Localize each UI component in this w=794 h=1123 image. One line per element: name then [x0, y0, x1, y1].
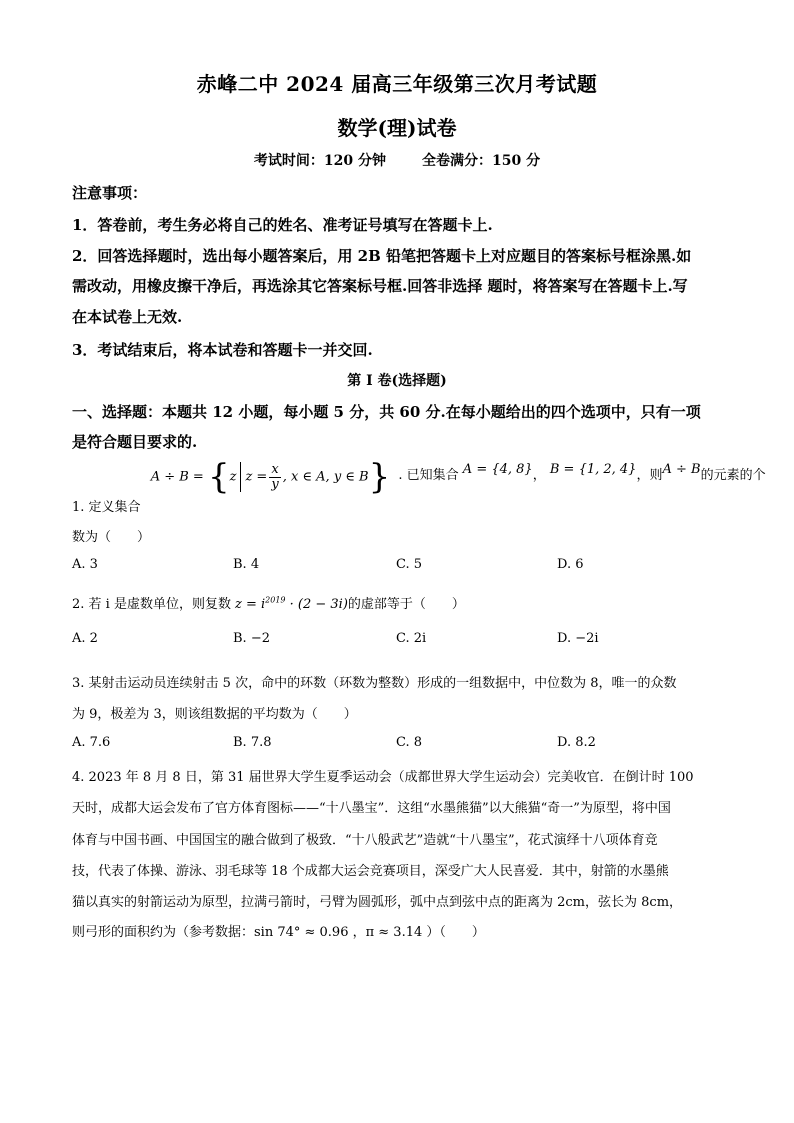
- exam-title: 赤峰二中 2024 届高三年级第三次月考试题: [196, 72, 598, 96]
- notice-item-2-line1: 2．回答选择题时，选出每小题答案后，用 2B 铅笔把答题卡上对应题目的答案标号框涂黑.如: [72, 247, 692, 265]
- question-2-stem: 2. 若 i 是虚数单位，则复数 $z = i^{2019} \cdot (2 - 3i)$的虚部等于（ ）: [72, 595, 465, 612]
- question-2-option-c[interactable]: C. 2i: [396, 631, 427, 646]
- question-3-option-a[interactable]: A. 7.6: [72, 735, 111, 750]
- notice-heading: 注意事项：: [72, 184, 148, 202]
- exam-full-score: 全卷满分：150 分: [422, 153, 541, 169]
- question-1-option-a[interactable]: A. 3: [72, 557, 98, 572]
- question-4-line3: 体育与中国书画、中国国宝的融合做到了极致．“十八般武艺”造就“十八墨宝”，花式演绎十八项体育竞: [72, 833, 658, 848]
- question-3-option-d[interactable]: D. 8.2: [557, 735, 596, 750]
- question-2-formula: $z = i^{2019} \cdot (2 - 3i)$: [234, 595, 348, 612]
- fraction-x-over-y: $\frac{x}{y}$: [271, 461, 279, 492]
- question-2-option-b[interactable]: B. −2: [233, 631, 270, 646]
- question-2-option-d[interactable]: D. −2i: [557, 631, 599, 646]
- question-1-line1: 1. 定义集合 A ÷ B = {z z = $\frac{x}{y}$ , x ∈ A, y ∈ B} . 已知集合 A = {4, 8}， B = {1, 2, 4}，则A ÷ B的元素的个: [72, 457, 766, 515]
- notice-item-2-line2: 需改动，用橡皮擦干净后，再选涂其它答案标号框.回答非选择 题时，将答案写在答题卡上.写: [72, 277, 688, 295]
- question-4-line4: 技，代表了体操、游泳、羽毛球等 18 个成都大运会竞赛项目，深受广大人民喜爱．其中，射箭的水墨熊: [72, 864, 669, 879]
- notice-item-1: 1．答卷前，考生务必将自己的姓名、准考证号填写在答题卡上.: [72, 216, 493, 234]
- section-instructions-line1: 一、选择题：本题共 12 小题，每小题 5 分，共 60 分.在每小题给出的四个选项中，只有一项: [72, 403, 701, 421]
- question-1-option-d[interactable]: D. 6: [557, 557, 584, 572]
- question-1-set-b: B = {1, 2, 4}: [549, 462, 637, 477]
- question-1-set-definition: A ÷ B = {z z = $\frac{x}{y}$ , x ∈ A, y ∈ B}: [150, 457, 391, 497]
- question-1-set-a: A = {4, 8}: [462, 462, 533, 477]
- exam-meta: [0, 150, 794, 170]
- question-3-option-b[interactable]: B. 7.8: [233, 735, 272, 750]
- question-1-line2: 数为（ ）: [72, 530, 151, 545]
- question-4-line6: 则弓形的面积约为（参考数据：sin 74° ≈ 0.96 ，π ≈ 3.14 ）（ ）: [72, 925, 485, 940]
- question-3-line1: 3. 某射击运动员连续射击 5 次，命中的环数（环数为整数）形成的一组数据中，中位数为 8，唯一的众数: [72, 676, 677, 691]
- question-2-option-a[interactable]: A. 2: [72, 631, 98, 646]
- notice-item-3: 3．考试结束后，将本试卷和答题卡一并交回.: [72, 341, 373, 359]
- question-4-line1: 4. 2023 年 8 月 8 日，第 31 届世界大学生夏季运动会（成都世界大学生运动会）完美收官．在倒计时 100: [72, 770, 694, 785]
- exam-subtitle: 数学(理)试卷: [337, 116, 457, 140]
- notice-item-2-line3: 在本试卷上无效.: [72, 308, 183, 326]
- section-instructions-line2: 是符合题目要求的.: [72, 433, 198, 451]
- question-3-line2: 为 9，极差为 3，则该组数据的平均数为（ ）: [72, 707, 357, 722]
- question-1-option-b[interactable]: B. 4: [233, 557, 260, 572]
- question-1-option-c[interactable]: C. 5: [396, 557, 423, 572]
- question-4-line2: 天时，成都大运会发布了官方体育图标——“十八墨宝”．这组“水墨熊猫”以大熊猫“奇一”为原型，将中国: [72, 801, 671, 816]
- question-1-prefix: 1. 定义集合: [72, 500, 141, 515]
- part-title: 第 I 卷(选择题): [347, 373, 447, 389]
- exam-time: 考试时间：120 分钟: [253, 153, 386, 169]
- question-4-line5: 猫以真实的射箭运动为原型，拉满弓箭时，弓臂为圆弧形，弧中点到弦中点的距离为 2cm，弦长为 8cm，: [72, 895, 683, 910]
- question-1-known: . 已知集合: [398, 468, 459, 483]
- question-3-option-c[interactable]: C. 8: [396, 735, 423, 750]
